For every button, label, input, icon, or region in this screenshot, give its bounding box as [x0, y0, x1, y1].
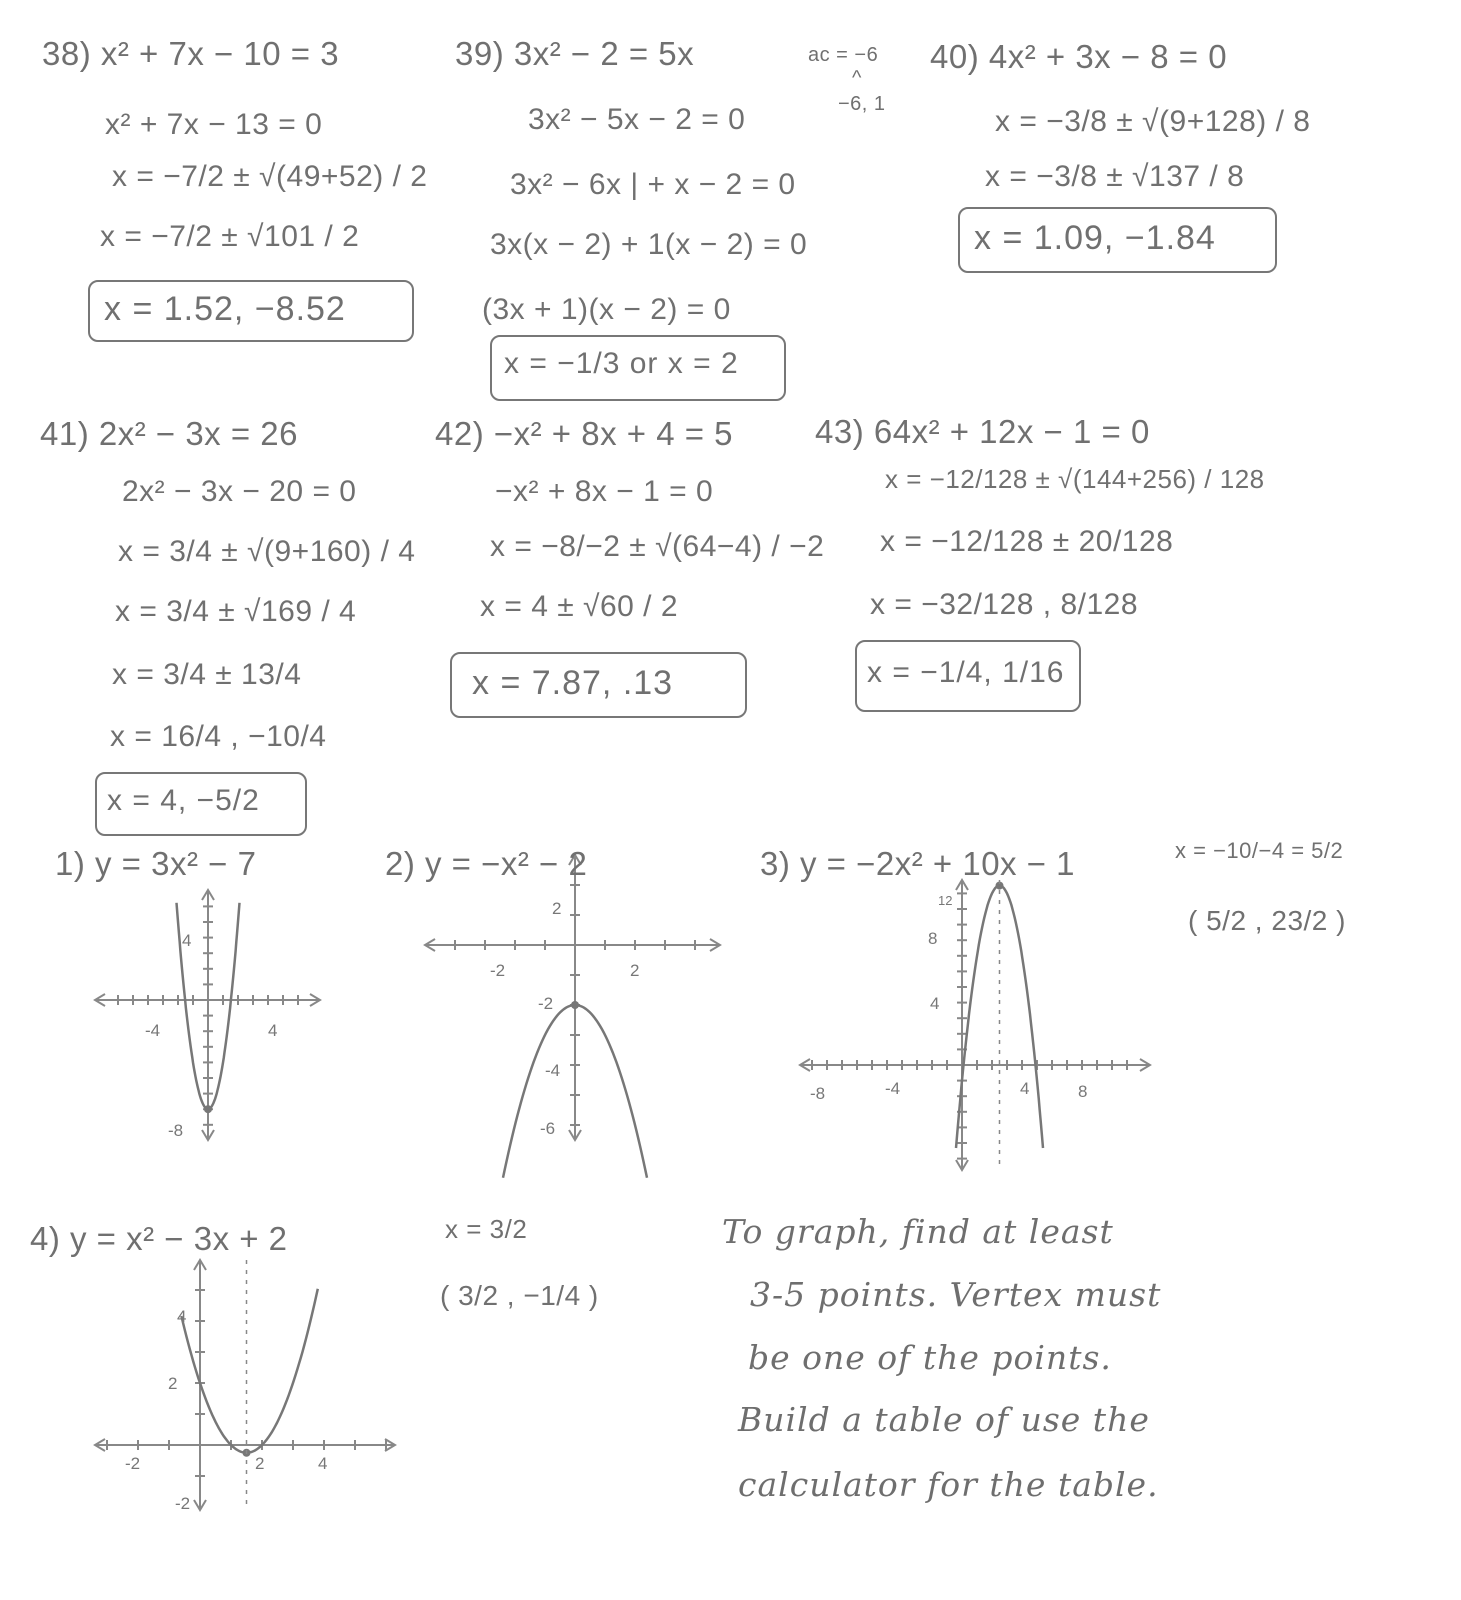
problem-43-step: x = −12/128 ± √(144+256) / 128 [885, 464, 1265, 494]
graph-4-title: 4) y = x² − 3x + 2 [30, 1220, 288, 1257]
problem-43-step: x = −12/128 ± 20/128 [880, 525, 1174, 558]
problem-40-answer: x = 1.09, −1.84 [974, 219, 1216, 257]
graph-4-tick: 4 [318, 1454, 328, 1473]
problem-38-answer: x = 1.52, −8.52 [104, 290, 346, 328]
problem-42-step: x = 4 ± √60 / 2 [480, 590, 679, 623]
problem-38-step: x = −7/2 ± √101 / 2 [100, 220, 360, 253]
problem-40-answer-box [958, 207, 1277, 273]
problem-38-title: 38) x² + 7x − 10 = 3 [42, 35, 340, 72]
problem-39-step: (3x + 1)(x − 2) = 0 [482, 293, 731, 326]
problem-40-step: x = −3/8 ± √137 / 8 [985, 160, 1245, 193]
graph-1-title: 1) y = 3x² − 7 [55, 845, 257, 882]
graph-1-tick: 4 [182, 931, 192, 950]
graph-2-tick: 2 [552, 899, 562, 918]
problem-42-step: x = −8/−2 ± √(64−4) / −2 [490, 530, 825, 563]
parabola-curve [956, 886, 1043, 1148]
problem-41-step: 2x² − 3x − 20 = 0 [122, 475, 357, 508]
graph-2-tick: -4 [545, 1061, 561, 1080]
problem-42-title: 42) −x² + 8x + 4 = 5 [435, 415, 734, 452]
note-line: 3-5 points. Vertex must [750, 1275, 1162, 1314]
graph-1-tick: -4 [145, 1021, 161, 1040]
graph-2-tick: -2 [490, 961, 506, 980]
graph-3-tick: -4 [885, 1079, 901, 1098]
graph-2-title: 2) y = −x² − 2 [385, 845, 588, 882]
problem-39-answer: x = −1/3 or x = 2 [504, 347, 739, 380]
graph-4-tick: -2 [125, 1454, 141, 1473]
problem-39-step: 3x² − 6x | + x − 2 = 0 [510, 168, 796, 201]
problem-41-step: x = 3/4 ± √(9+160) / 4 [118, 535, 416, 568]
problem-40-title: 40) 4x² + 3x − 8 = 0 [930, 38, 1228, 75]
problem-43-answer: x = −1/4, 1/16 [867, 656, 1065, 689]
graph-3-tick: 4 [930, 994, 940, 1013]
graph-3-tick: 12 [938, 893, 953, 908]
vertex-point [204, 1105, 212, 1113]
ac-note-arrow: ^ [852, 67, 862, 89]
problem-41-answer: x = 4, −5/2 [107, 784, 260, 817]
problem-41-step: x = 3/4 ± 13/4 [112, 658, 302, 691]
graph-4-axis-of-symmetry: x = 3/2 [445, 1214, 528, 1244]
graph-3-axis-of-symmetry: x = −10/−4 = 5/2 [1175, 838, 1344, 863]
note-line: be one of the points. [748, 1338, 1112, 1377]
note-line: calculator for the table. [738, 1465, 1159, 1504]
problem-41-step: x = 16/4 , −10/4 [110, 720, 327, 753]
parabola-curve [181, 1289, 317, 1453]
ac-note: ac = −6 [808, 44, 879, 66]
problem-42-answer: x = 7.87, .13 [472, 664, 674, 702]
problem-41-step: x = 3/4 ± √169 / 4 [115, 595, 357, 628]
problem-40-step: x = −3/8 ± √(9+128) / 8 [995, 105, 1311, 138]
note-line: Build a table of use the [738, 1400, 1150, 1439]
graph-3-title: 3) y = −2x² + 10x − 1 [760, 845, 1076, 882]
problem-41-answer-box [95, 772, 307, 836]
graph-4-tick: 2 [168, 1374, 178, 1393]
problem-41-title: 41) 2x² − 3x = 26 [40, 415, 298, 452]
problem-42-step: −x² + 8x − 1 = 0 [495, 475, 714, 508]
graph-1-tick: -8 [168, 1121, 184, 1140]
problem-43-answer-box [855, 640, 1081, 712]
problem-39-answer-box [490, 335, 786, 401]
problem-38-answer-box [88, 280, 414, 342]
problem-43-step: x = −32/128 , 8/128 [870, 588, 1139, 621]
note-line: To graph, find at least [722, 1212, 1114, 1251]
graph-2-tick: 2 [630, 961, 640, 980]
problem-38-step: x = −7/2 ± √(49+52) / 2 [112, 160, 428, 193]
problem-39-title: 39) 3x² − 2 = 5x [455, 35, 695, 72]
graph-4-tick: 2 [255, 1454, 265, 1473]
graph-4-tick: 4 [177, 1307, 187, 1326]
problem-43-title: 43) 64x² + 12x − 1 = 0 [815, 413, 1150, 450]
problem-38-step: x² + 7x − 13 = 0 [105, 108, 323, 141]
ac-note-factors: −6, 1 [838, 93, 886, 115]
graph-2-tick: -2 [538, 994, 554, 1013]
graph-1-tick: 4 [268, 1021, 278, 1040]
graph-2-tick: -6 [540, 1119, 556, 1138]
graph-3-tick: 8 [1078, 1082, 1088, 1101]
graph-3-tick: 8 [928, 929, 938, 948]
problem-42-answer-box [450, 652, 747, 718]
problem-39-step: 3x(x − 2) + 1(x − 2) = 0 [490, 228, 808, 261]
vertex-point [571, 1001, 579, 1009]
graph-4-tick: -2 [175, 1494, 191, 1513]
graph-3-tick: 4 [1020, 1079, 1030, 1098]
graph-3-vertex: ( 5/2 , 23/2 ) [1188, 905, 1346, 936]
graph-4-vertex: ( 3/2 , −1/4 ) [440, 1280, 599, 1311]
problem-39-step: 3x² − 5x − 2 = 0 [528, 103, 746, 136]
graph-3-tick: -8 [810, 1084, 826, 1103]
